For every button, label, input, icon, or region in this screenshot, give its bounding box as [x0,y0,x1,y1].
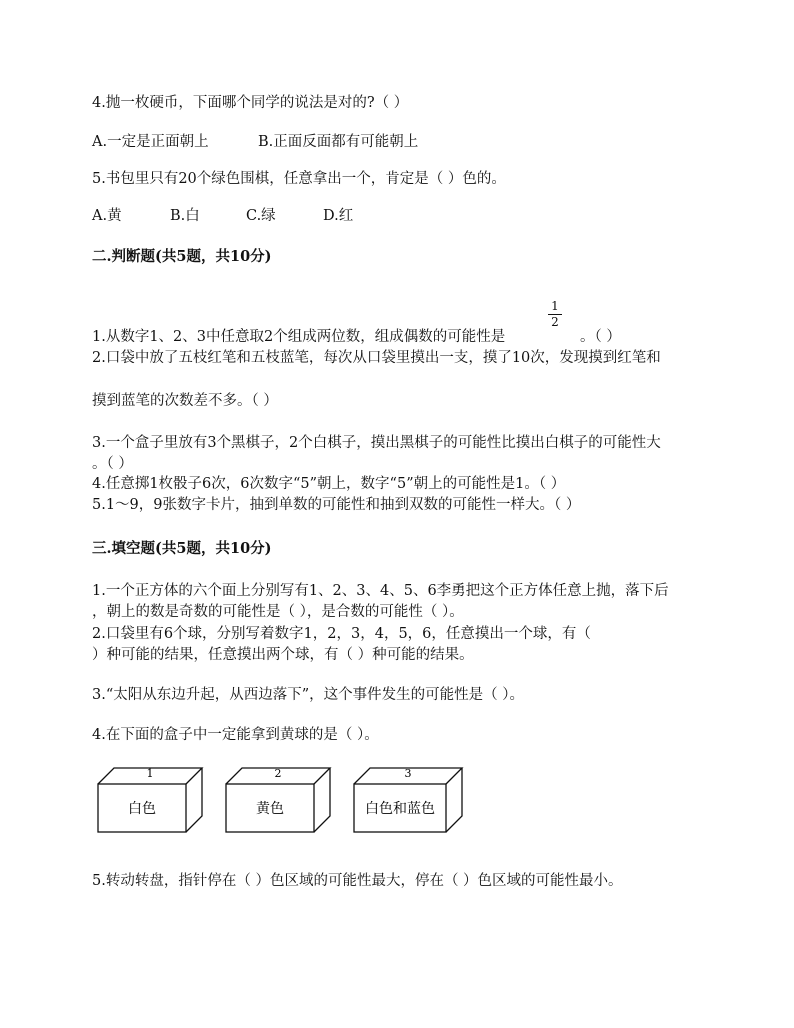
option-c: C.绿 [246,208,276,224]
question-4-coin: 4.抛一枚硬币，下面哪个同学的说法是对的?（ ） [92,95,409,111]
tf-question-2-line2: 摸到蓝笔的次数差不多。（ ） [92,393,278,409]
fill-question-4: 4.在下面的盒子中一定能拿到黄球的是（ ）。 [92,727,379,743]
tf-question-4: 4.任意掷1枚骰子6次，6次数字“5”朝上，数字“5”朝上的可能性是1。（ ） [92,476,566,492]
box-1-label: 白色 [128,801,156,817]
option-b: B.正面反面都有可能朝上 [258,134,419,150]
fill-question-1-line2: ，朝上的数是奇数的可能性是（ ），是合数的可能性（ ）。 [92,604,464,620]
option-a: A.一定是正面朝上 [92,134,209,150]
option-b: B.白 [170,208,200,224]
fraction-numerator: 1 [551,299,559,313]
tf-question-1-tail: 。（ ） [580,329,621,345]
tf-question-3-line2: 。（ ） [92,456,133,472]
question-5-go-stones: 5.书包里只有20个绿色围棋，任意拿出一个，肯定是（ ）色的。 [92,171,506,187]
fraction-denominator: 2 [551,315,559,329]
tf-question-2-line1: 2.口袋中放了五枝红笔和五枝蓝笔，每次从口袋里摸出一支，摸了10次，发现摸到红笔和 [92,350,661,366]
box-1-number: 1 [146,767,154,780]
fraction-one-half [548,300,562,329]
fill-question-3: 3.“太阳从东边升起，从西边落下”，这个事件发生的可能性是（ ）。 [92,687,525,703]
box-3-label: 白色和蓝色 [365,801,435,817]
box-3-number: 3 [404,767,412,780]
fill-question-2-line1: 2.口袋里有6个球，分别写着数字1，2，3，4，5，6，任意摸出一个球，有（ [92,626,591,642]
option-a: A.黄 [92,208,122,224]
tf-question-3-line1: 3.一个盒子里放有3个黑棋子，2个白棋子，摸出黑棋子的可能性比摸出白棋子的可能性大 [92,435,661,451]
boxes-figure [92,762,472,838]
box-2-label: 黄色 [256,801,284,817]
fill-question-5: 5.转动转盘，指针停在（ ）色区域的可能性最大，停在（ ）色区域的可能性最小。 [92,873,623,889]
box-2-number: 2 [274,767,282,780]
tf-question-5: 5.1～9，9张数字卡片，抽到单数的可能性和抽到双数的可能性一样大。（ ） [92,497,581,513]
section-heading-true-false: 二.判断题(共5题，共10分) [92,248,272,265]
fill-question-1-line1: 1.一个正方体的六个面上分别写有1、2、3、4、5、6李勇把这个正方体任意上抛，落下后 [92,583,669,599]
section-heading-fill-blank: 三.填空题(共5题，共10分) [92,540,272,557]
tf-question-1: 1.从数字1、2、3中任意取2个组成两位数，组成偶数的可能性是 [92,329,506,345]
option-d: D.红 [323,208,354,224]
fill-question-2-line2: ）种可能的结果，任意摸出两个球，有（ ）种可能的结果。 [92,647,474,663]
